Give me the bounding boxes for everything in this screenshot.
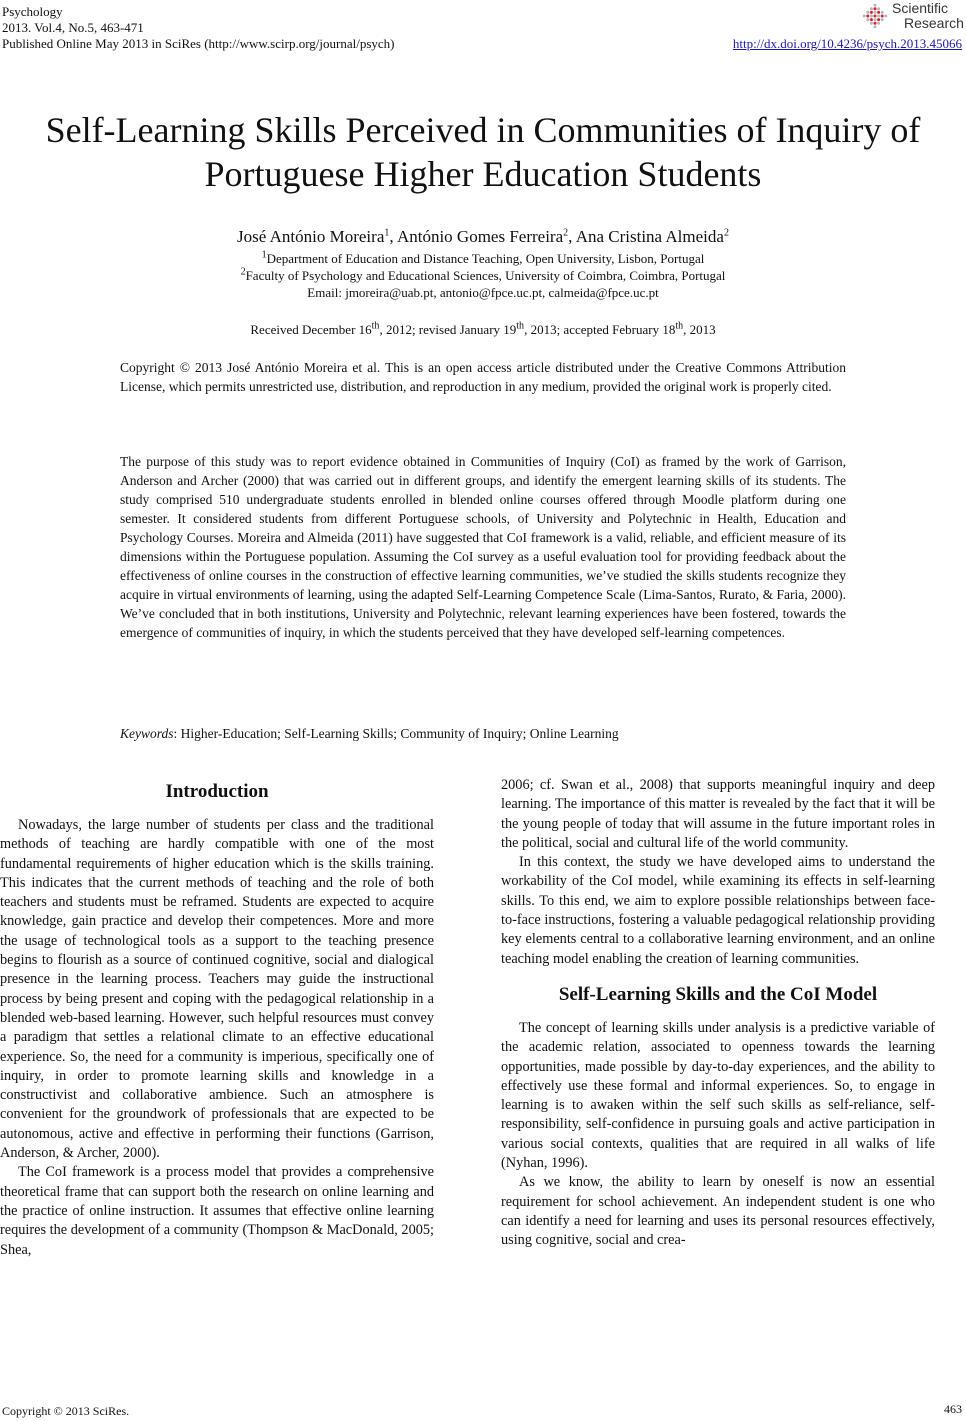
affiliation-marker: 2 — [563, 227, 569, 239]
paper-title-line1: Self-Learning Skills Perceived in Communities of Inquiry of — [45, 110, 921, 150]
logo-dot — [866, 11, 869, 14]
logo-dot — [884, 15, 887, 18]
logo-dot — [870, 15, 873, 18]
author-name: José António Moreira — [237, 227, 385, 246]
logo-dot — [874, 18, 877, 21]
logo-dot — [881, 11, 884, 14]
abstract: The purpose of this study was to report evidence obtained in Communities of Inquiry (CoI) as framed by the work of Garrison, Anderson and Archer (2000) that was carried out in different groups, and identify the emergent learning skills of its students. The study comprised 510 undergraduate students enrolled in blended online courses offered through Moodle platform during one semester. It considered students from different Portuguese schools, of University and Polytechnic in Health, Education and Psychology Courses. Moreira and Almeida (2011) have suggested that CoI framework is a valid, reliable, and efficient measure of its dimensions within the Portuguese population. Assuming the CoI survey as a useful evaluation tool for providing feedback about the effectiveness of online courses in the construction of effective learning communities, we’ve studied the skills students recognize they acquire in virtual environments of learning, using the adapted Self-Learning Competence Scale (Lima-Santos, Rurato, & Faria, 2000). We’ve concluded that in both institutions, University and Polytechnic, relevant learning experiences have been fostered, towards the emergence of communities of inquiry, in which the students perceived that they have developed self-learning competences. — [120, 454, 846, 640]
logo-dot — [874, 22, 877, 25]
affiliation-marker: 1 — [261, 249, 267, 261]
received-dates — [0, 321, 966, 338]
affiliation-marker: 2 — [723, 227, 729, 239]
logo-dot — [881, 15, 884, 18]
logo-dot — [877, 11, 880, 14]
keywords — [120, 724, 846, 743]
logo-dot — [870, 11, 873, 14]
logo-dot — [877, 18, 880, 21]
left-column — [0, 776, 434, 1260]
publisher-wordmark — [892, 1, 964, 31]
accepted-year: , 2013 — [683, 322, 716, 337]
logo-dot — [870, 7, 873, 10]
footer-copyright: Copyright © 2013 SciRes. — [2, 1404, 130, 1418]
logo-dot — [874, 7, 877, 10]
right-column — [501, 776, 935, 1251]
running-header — [2, 4, 395, 52]
paragraph: The CoI framework is a process model that provides a comprehensive theoretical frame that can support both the research on online learning and the practice of online instruction. It assumes that effective online learning requires the development of a community (Thompson & MacDonald, 2005; Shea, — [0, 1164, 434, 1258]
logo-dot — [877, 15, 880, 18]
affiliation-marker: 1 — [384, 227, 390, 239]
author-emails: Email: jmoreira@uab.pt, antonio@fpce.uc.pt, calmeida@fpce.uc.pt — [307, 285, 659, 300]
logo-dot — [874, 15, 877, 18]
logo-dot — [874, 4, 877, 7]
paper-title-line2: Portuguese Higher Education Students — [204, 154, 762, 194]
logo-dot — [877, 7, 880, 10]
keywords-text: : Higher-Education; Self-Learning Skills; Community of Inquiry; Online Learning — [173, 726, 619, 741]
copyright-notice: Copyright © 2013 José António Moreira et al. This is an open access article distributed under the Creative Commons Attribution License, which permits unrestricted use, distribution, and reproduction in any medium, provided the original work is properly cited. — [120, 360, 846, 394]
logo-dot — [877, 22, 880, 25]
logo-dot — [881, 18, 884, 21]
section-heading-introduction: Introduction — [165, 781, 269, 802]
author-separator: , — [568, 227, 576, 246]
author-name: Ana Cristina Almeida — [575, 227, 724, 246]
affiliation-1 — [0, 250, 966, 267]
ordinal-suffix: th — [371, 320, 380, 332]
paragraph: As we know, the ability to learn by oneself is now an essential requirement for school achievement. An independent student is one who can identify a need for learning and uses its personal resources effectively, using cognitive, social and crea- — [501, 1174, 935, 1249]
revised-text: , 2012; revised January 19 — [379, 322, 517, 337]
paragraph: The concept of learning skills under analysis is a predictive variable of the academic relation, associated to openness towards the learning opportunities, made possible by day-to-day experiences, and the ability to effectively use these formal and informal experiences. So, to engage in learning is to awaken within the self such skills as self-reliance, self-responsibility, self-confidence in pursuing goals and active participation in various social contexts, qualities that are required in all walks of life (Nyhan, 1996). — [501, 1019, 935, 1172]
publisher-logo — [862, 1, 962, 35]
logo-dot — [870, 18, 873, 21]
publisher-wordmark-line1: Scientific — [892, 0, 949, 16]
section-heading-self-learning: Self-Learning Skills and the CoI Model — [558, 983, 878, 1005]
logo-dot — [863, 15, 866, 18]
page-number: 463 — [944, 1402, 962, 1416]
ordinal-suffix: th — [675, 320, 684, 332]
publisher-wordmark-line2: Research — [904, 15, 964, 31]
affiliation-2 — [0, 267, 966, 284]
logo-dot — [874, 11, 877, 14]
paper-title — [0, 108, 966, 196]
logo-dot — [866, 15, 869, 18]
affiliation-marker: 2 — [240, 266, 246, 278]
keywords-label: Keywords — [120, 726, 174, 741]
affiliation-text: Department of Education and Distance Teaching, Open University, Lisbon, Portugal — [266, 251, 705, 266]
received-text: Received December 16 — [250, 322, 372, 337]
paragraph: In this context, the study we have developed aims to understand the workability of the CoI model, while examining its effects in self-learning skills. To this end, we aim to explore possible relationships between face-to-face instructions, fostering a valuable pedagogical relationship providing key elements central to a collaborative learning environment, and an online teaching model enabling the creation of learning communities. — [501, 854, 935, 967]
ordinal-suffix: th — [516, 320, 525, 332]
accepted-text: , 2013; accepted February 18 — [524, 322, 676, 337]
journal-name: Psychology — [2, 4, 63, 19]
paragraph: 2006; cf. Swan et al., 2008) that supports meaningful inquiry and deep learning. The importance of this matter is revealed by the fact that it will be the young people of today that will assume in the future important roles in the political, social and cultural life of the world community. — [501, 777, 935, 851]
logo-dot — [870, 22, 873, 25]
paragraph: Nowadays, the large number of students per class and the traditional methods of teaching are hardly compatible with one of the most fundamental requirements of higher education which is the skills training. This indicates that the current methods of teaching and the role of both teachers and students must be reframed. Students are expected to acquire knowledge, gain practice and develop their competences. More and more the usage of technological tools as a support to the teaching presence begins to flourish as a source of continued cognitive, social and dialogical presence in the learning process. Teachers may guide the instructional process by being present and coping with the pedagogical relationship in a blended web-based learning. However, such helpful resources must convey a paradigm that settles a relational climate to an effective educational experience. So, the need for a community is imperious, specifically one of inquiry, in order to promote learning skills and knowledge in a constructivist and collaborative ambience. Such an atmosphere is convenient for the groundwork of professionals that are expected to be autonomous, active and effective in performing their functions (Garrison, Anderson, & Archer, 2000). — [0, 817, 434, 1162]
author-separator: , — [389, 227, 397, 246]
author-name: António Gomes Ferreira — [396, 227, 564, 246]
logo-dot — [874, 25, 877, 28]
publisher-logo-icon — [862, 3, 888, 29]
affiliation-text: Faculty of Psychology and Educational Sciences, University of Coimbra, Coimbra, Portugal — [245, 268, 726, 283]
volume-info: 2013. Vol.4, No.5, 463-471 — [2, 20, 144, 35]
logo-dot — [866, 18, 869, 21]
publication-info: Published Online May 2013 in SciRes (http://www.scirp.org/journal/psych) — [2, 36, 395, 51]
author-list — [0, 227, 966, 247]
doi-link[interactable]: http://dx.doi.org/10.4236/psych.2013.45066 — [732, 36, 962, 51]
